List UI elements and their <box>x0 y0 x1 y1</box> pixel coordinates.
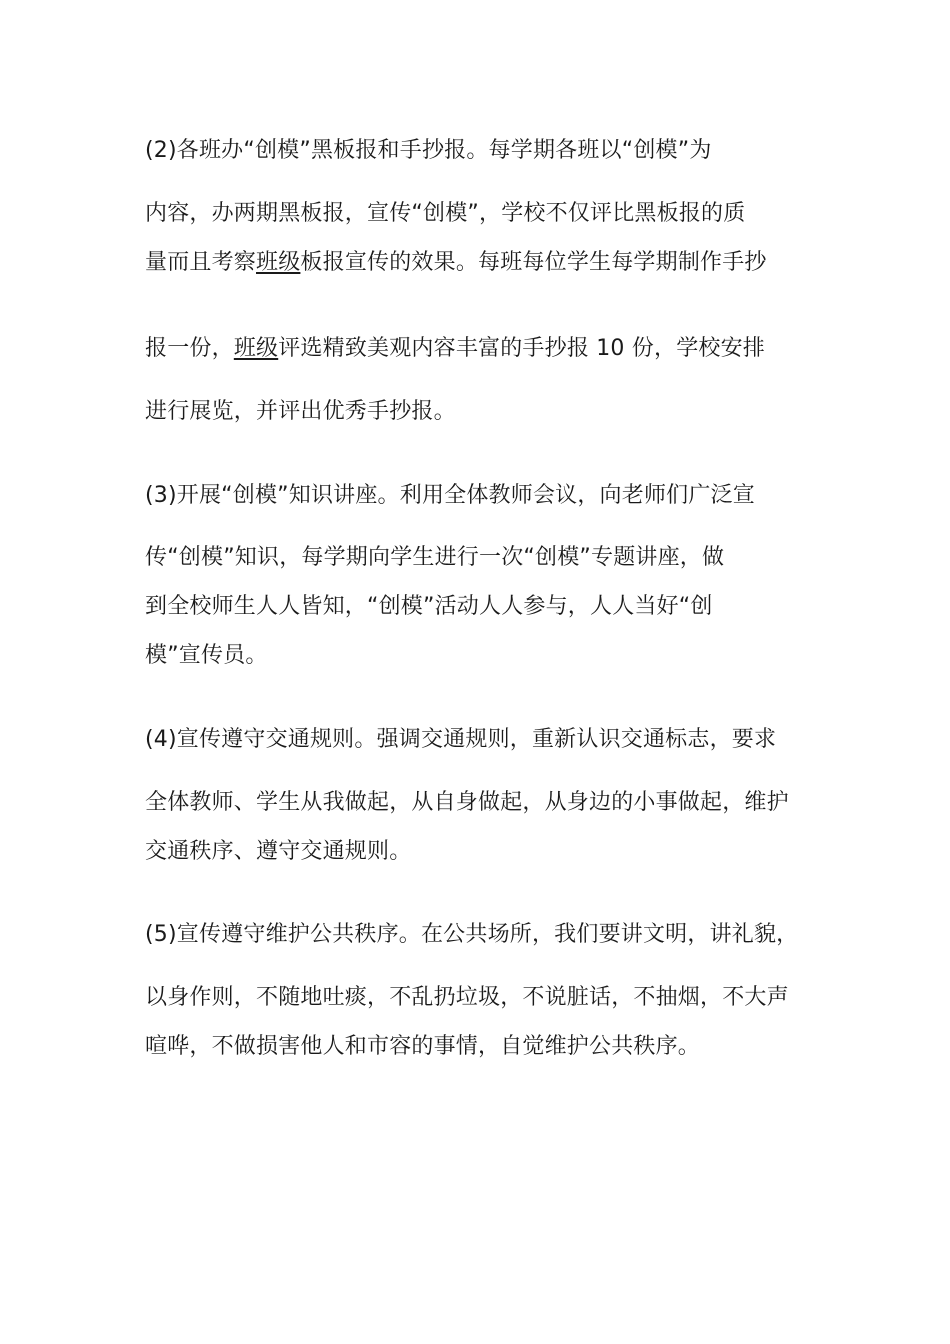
para-3-line-1: (3)开展“创模”知识讲座。利用全体教师会议，向老师们广泛宣 <box>145 483 755 508</box>
para-2-line-5: 进行展览，并评出优秀手抄报。 <box>145 399 456 424</box>
para-5-line-2: 以身作则，不随地吐痰，不乱扔垃圾，不说脏话，不抽烟，不大声 <box>145 985 789 1010</box>
para-2-line-4 <box>145 334 845 364</box>
para-2-line-2: 内容，办两期黑板报，宣传“创模”，学校不仅评比黑板报的质 <box>145 201 746 226</box>
para-4-line-3: 交通秩序、遵守交通规则。 <box>145 839 412 864</box>
para-3-line-3: 到全校师生人人皆知，“创模”活动人人参与，人人当好“创 <box>145 594 713 619</box>
para-4-line-2: 全体教师、学生从我做起，从自身做起，从身边的小事做起，维护 <box>145 790 789 815</box>
underlined-term-banji-2: 班级 <box>233 336 279 361</box>
para-2-line-4-text-a: 报一份， <box>145 336 234 361</box>
para-3-line-2: 传“创模”知识，每学期向学生进行一次“创模”专题讲座，做 <box>145 545 725 570</box>
para-2-line-3 <box>145 248 845 278</box>
underlined-term-banji: 班级 <box>256 250 301 275</box>
para-2-line-1: (2)各班办“创模”黑板报和手抄报。每学期各班以“创模”为 <box>145 138 712 163</box>
para-4-line-1: (4)宣传遵守交通规则。强调交通规则，重新认识交通标志，要求 <box>145 727 777 752</box>
para-5-line-3: 喧哗，不做损害他人和市容的事情，自觉维护公共秩序。 <box>145 1034 701 1059</box>
para-5-line-1: (5)宣传遵守维护公共秩序。在公共场所，我们要讲文明，讲礼貌， <box>145 922 799 947</box>
para-2-line-3-text-a: 量而且考察 <box>145 250 257 275</box>
para-3-line-4: 模”宣传员。 <box>145 643 268 668</box>
para-2-line-3-text-b: 板报宣传的效果。每班每位学生每学期制作手抄 <box>300 250 767 275</box>
para-2-line-4-text-b: 评选精致美观内容丰富的手抄报 10 份，学校安排 <box>278 336 766 361</box>
